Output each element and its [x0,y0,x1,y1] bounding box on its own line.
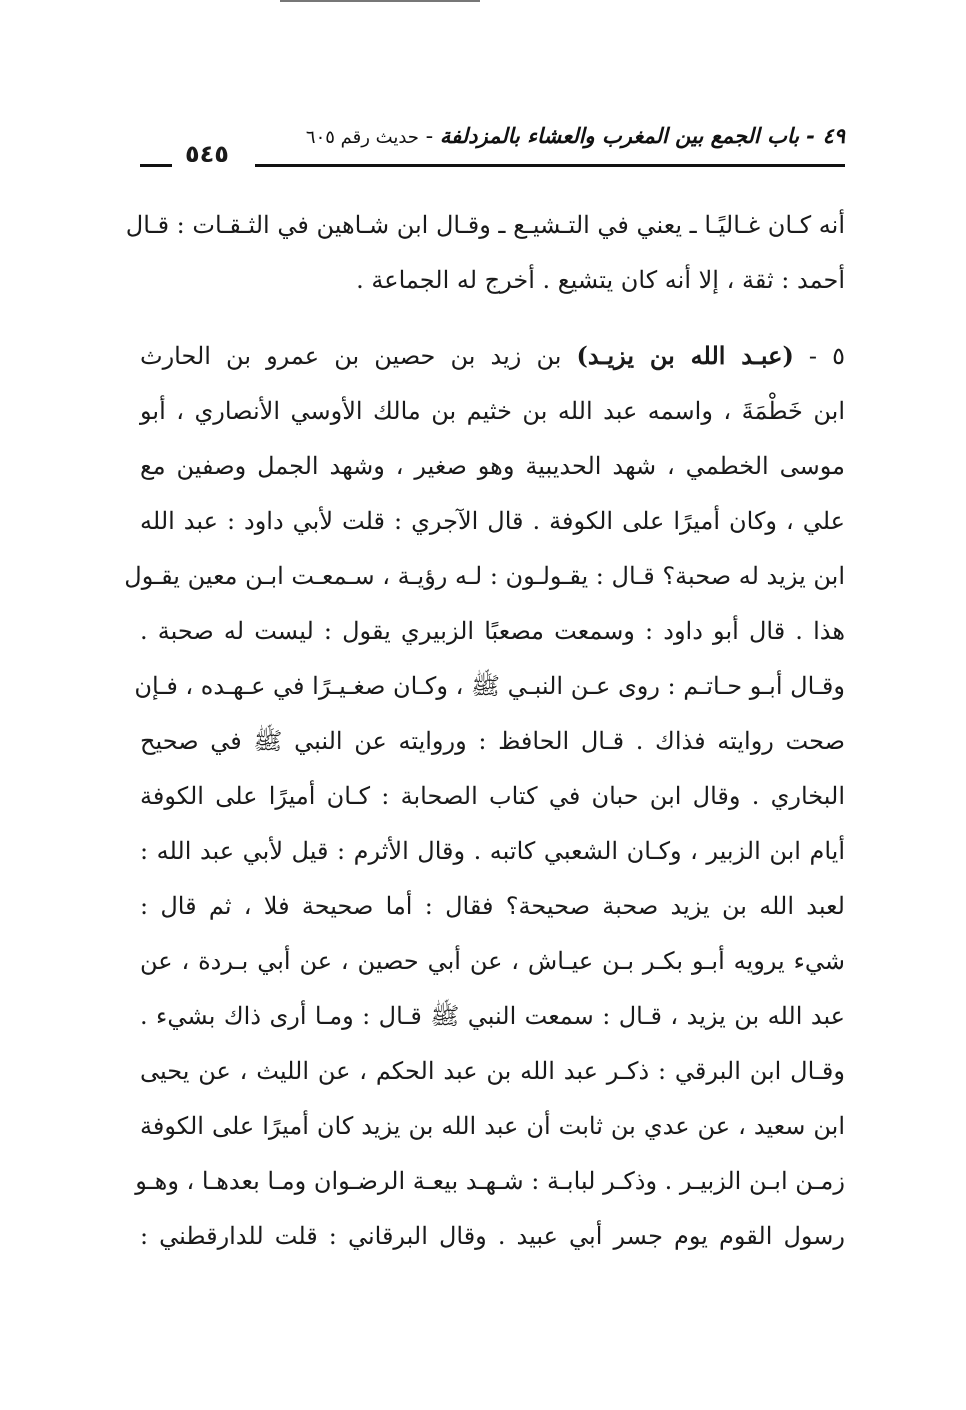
text-line: شيء يرويه أبـو بكـر بـن عيـاش ، عن أبي حصين ، عن أبي بـردة ، عن [140,947,845,975]
text-line: ابن يزيد له صحبة؟ قـال : يقـولـون : لـه رؤيـة ، سـمعـت ابـن معين يقـول [124,562,845,590]
entry-lineage: بن زيد بن حصين بن عمرو بن الحارث [140,342,562,370]
paragraph-2 [124,328,845,1264]
text-line: صحت روايته فذاك . قـال الحافظ : وروايته عن النبي ﷺ في صحيح [140,727,845,755]
text-line: رسول القوم يوم جسر أبي عبيد . وقال البرقاني : قلت للدارقطني : [140,1222,845,1250]
entry-number: ٥ - [808,342,845,370]
text-line: وقـال ابن البرقي : ذكـر عبد الله بن عبد الحكم ، عن الليث ، عن يحيى [140,1057,845,1085]
page-header [140,120,845,180]
top-rule [280,0,480,2]
text-line: أحمد : ثقة ، إلا أنه كان يتشيع . أخرج له الجماعة . [356,266,845,294]
text-line: موسى الخطمي ، شهد الحديبية وهو صغير ، وشهد الجمل وصفين مع [140,452,845,480]
title-separator: - [425,124,434,148]
text-line: عبد الله بن يزيد ، قـال : سمعت النبي ﷺ قـال : ومـا أرى ذاك بشيء . [140,1002,845,1030]
entry-heading-line [140,328,845,384]
running-title [306,124,845,148]
paragraph-1 [125,198,845,308]
text-line: علي ، وكان أميرًا على الكوفة . قال الآجري : قلت لأبي داود : عبد الله [140,507,845,535]
chapter-title: ٤٩ - باب الجمع بين المغرب والعشاء بالمزدلفة [439,124,845,148]
body-text [124,198,845,1264]
page-number-rule [140,164,172,167]
header-rule [255,164,845,167]
text-line: وقـال أبـو حـاتـم : روى عـن النبـي ﷺ ، وكـان صغـيـرًا في عـهـده ، فـإن [134,672,845,700]
page-number: ٥٤٥ [185,140,229,168]
text-line: زمـن ابـن الزبيـر . وذكـر لبابـة : شـهـد بيعـة الرضـوان ومـا بعدهـا ، وهـو [135,1167,845,1195]
text-line: ابن خَطْمَةَ ، واسمه عبد الله بن خثيم بن مالك الأوسي الأنصاري ، أبو [140,397,845,425]
text-line: هذا . قال أبو داود : وسمعت مصعبًا الزبيري يقول : ليست له صحبة . [140,617,845,645]
text-line: البخاري . وقال ابن حبان في كتاب الصحابة : كـان أميرًا على الكوفة [140,782,845,810]
text-line: ابن سعيد ، عن عدي بن ثابت أن عبد الله بن يزيد كان أميرًا على الكوفة [140,1112,845,1140]
entry-name: (عبـد الله بن يزيـد) [576,341,794,370]
hadith-number: حديث رقم ٦٠٥ [305,127,419,148]
text-line: أنه كـان غـاليًـا ـ يعني في التـشيـع ـ وقـال ابن شـاهين في الثـقـات : قـال [125,211,845,239]
text-line: أيام ابن الزبير ، وكـان الشعبي كاتبه . وقال الأثرم : قيل لأبي عبد الله : [140,837,845,865]
text-line: لعبد الله بن يزيد صحبة صحيحة؟ فقال : أما صحيحة فلا ، ثم قال : [140,892,845,920]
